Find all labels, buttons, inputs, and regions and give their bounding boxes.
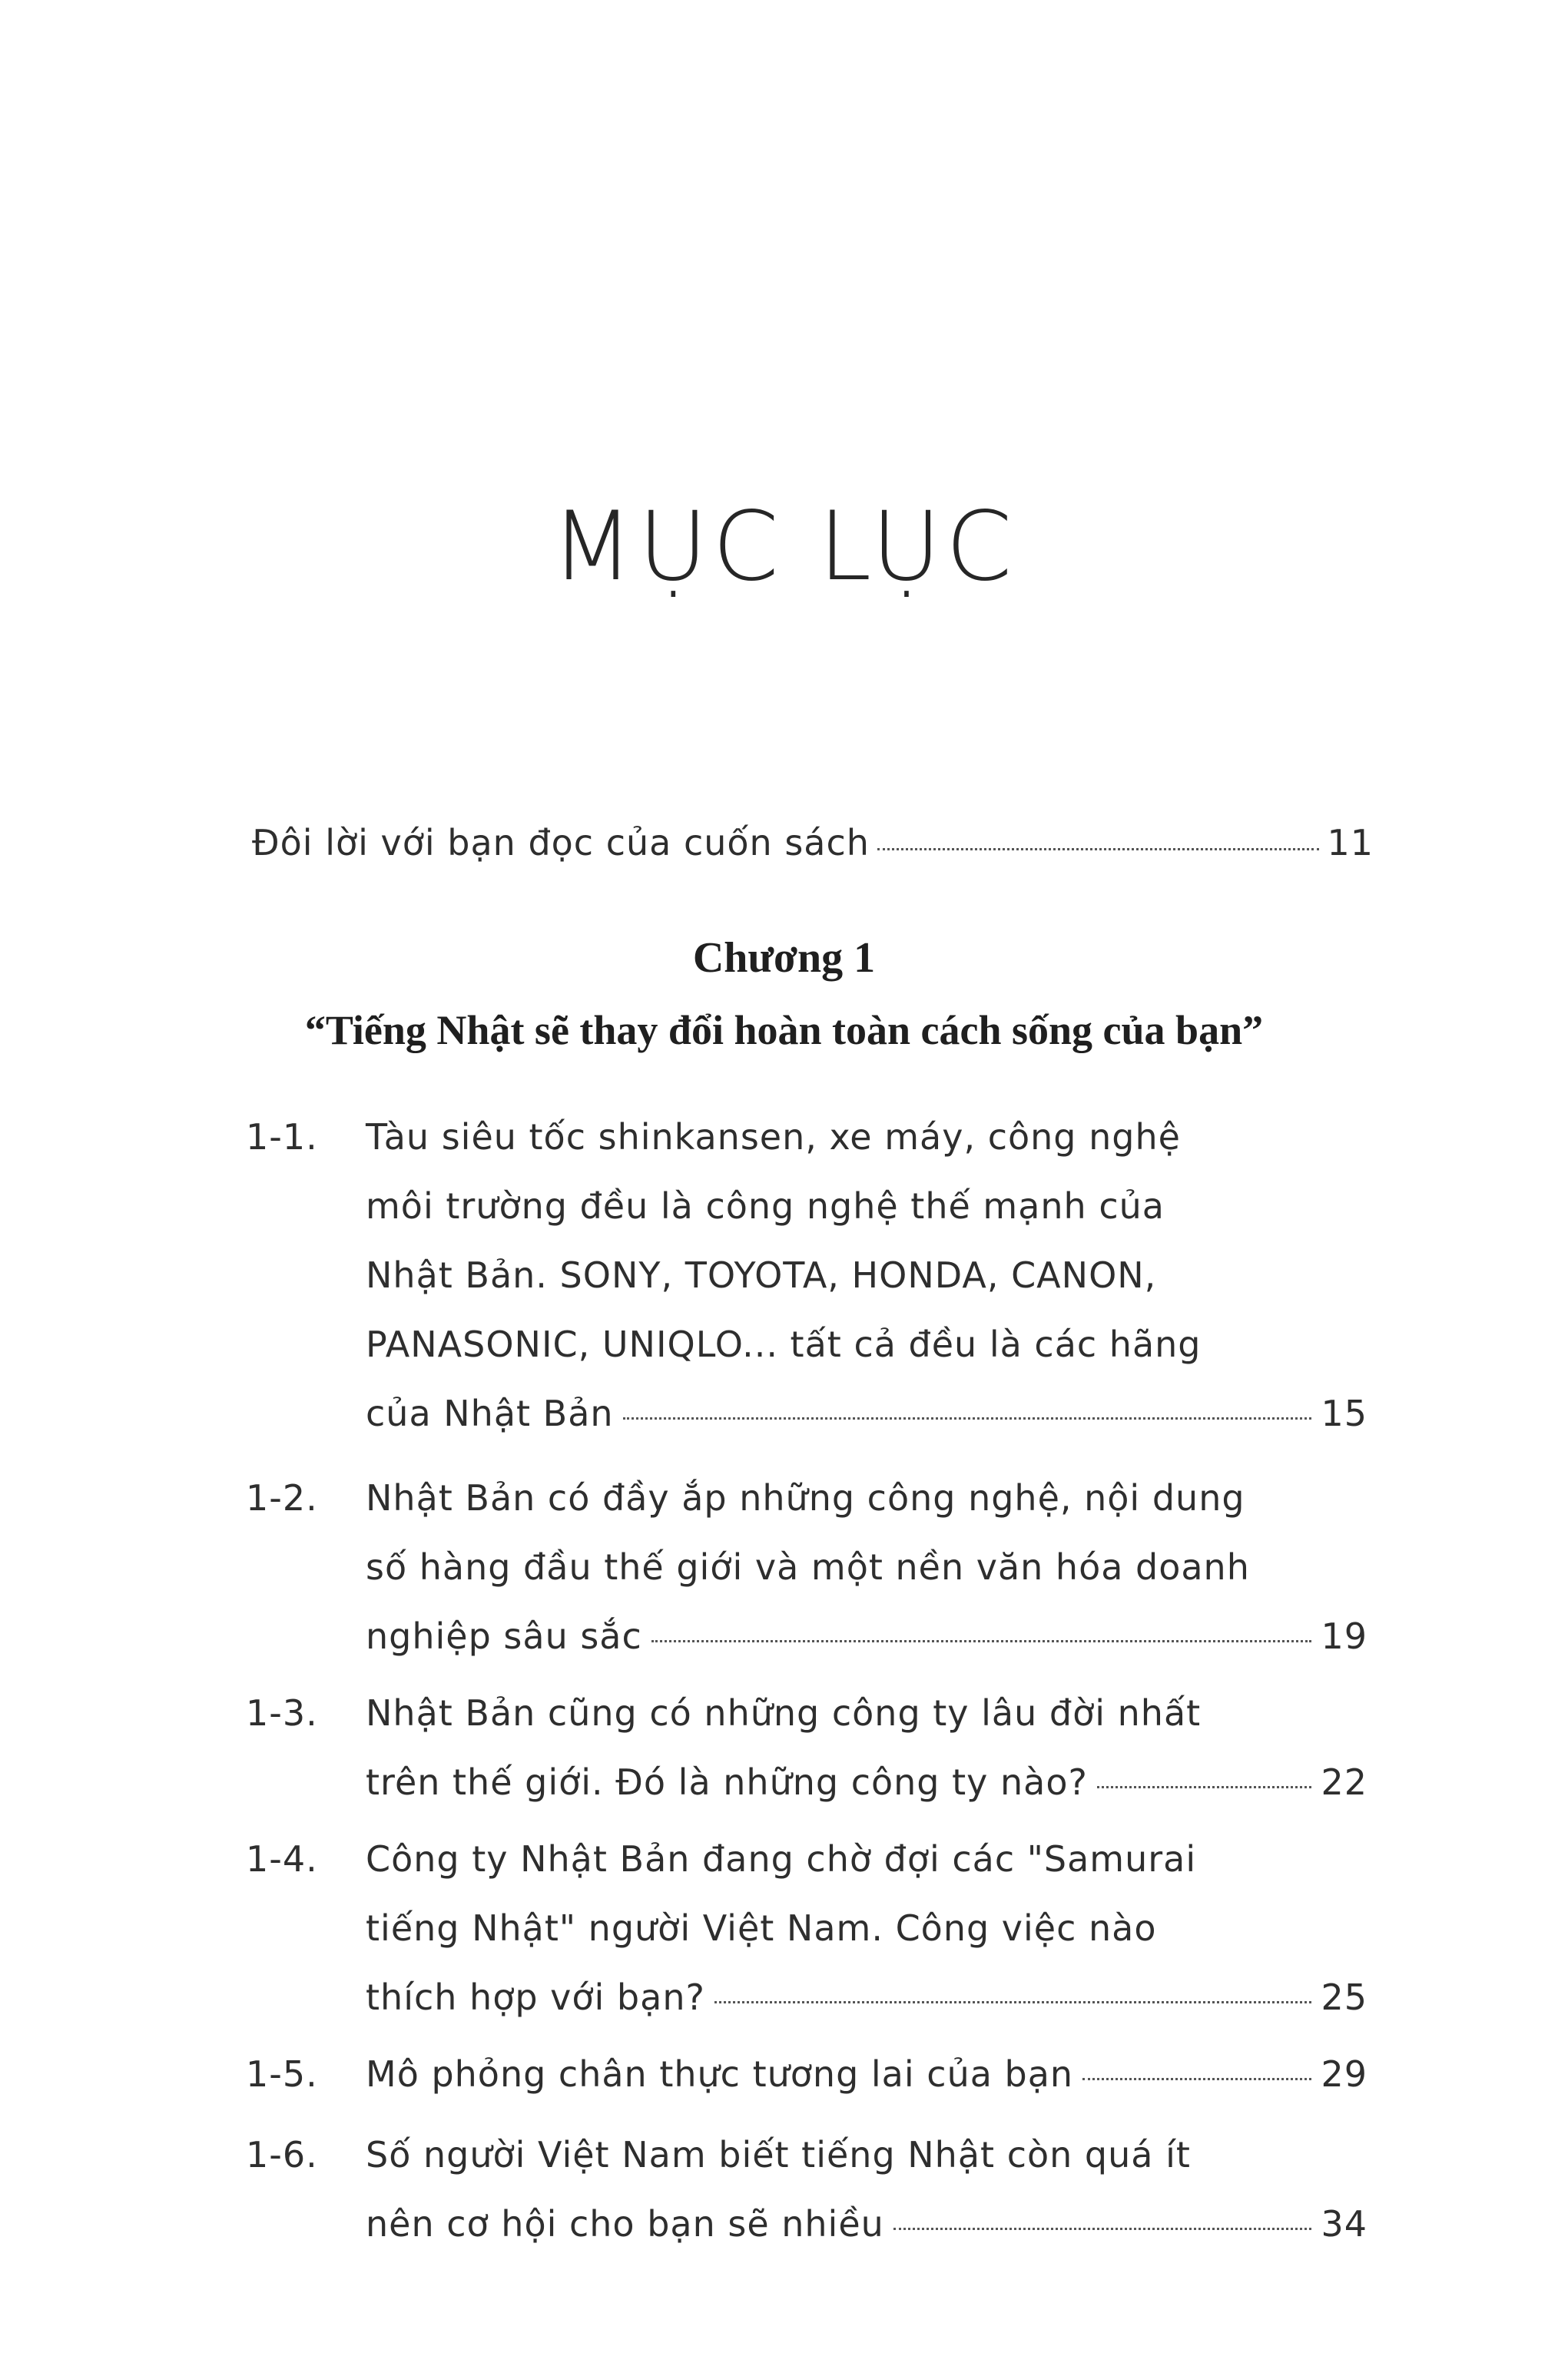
- entry-number: 1-4.: [246, 1838, 318, 1880]
- entry-title: [366, 1824, 1367, 2032]
- page-number: 29: [1321, 2053, 1367, 2095]
- entry-last-line: [366, 1602, 1367, 1671]
- chapter-title: “Tiếng Nhật sẽ thay đổi hoàn toàn cách sống của bạn”: [304, 1007, 1264, 1053]
- entry-line: Số người Việt Nam biết tiếng Nhật còn quá ít: [366, 2134, 1191, 2175]
- entry-line: Nhật Bản. SONY, TOYOTA, HONDA, CANON,: [366, 1254, 1157, 1296]
- entry-last-line: [366, 2189, 1367, 2258]
- toc-entry-intro[interactable]: [252, 822, 1374, 863]
- entry-number: 1-5.: [246, 2053, 318, 2095]
- entry-last-line: [366, 2040, 1367, 2109]
- page-number: 25: [1321, 1977, 1367, 2018]
- entry-line: số hàng đầu thế giới và một nền văn hóa doanh: [366, 1546, 1250, 1588]
- entry-line: trên thế giới. Đó là những công ty nào?: [366, 1761, 1088, 1803]
- entry-title: [366, 1102, 1367, 1448]
- chapter-number: Chương 1: [692, 934, 876, 982]
- page-number: 11: [1327, 822, 1374, 863]
- dot-leader: [877, 848, 1320, 850]
- page-number: 34: [1321, 2203, 1367, 2245]
- entry-line: nên cơ hội cho bạn sẽ nhiều: [366, 2203, 884, 2245]
- entry-line: Công ty Nhật Bản đang chờ đợi các "Samurai: [366, 1838, 1197, 1880]
- page-title: MỤC LỤC: [551, 492, 1017, 602]
- entry-line: Tàu siêu tốc shinkansen, xe máy, công nghệ: [366, 1116, 1181, 1158]
- entry-title: [366, 2040, 1367, 2109]
- entry-number: 1-2.: [246, 1477, 318, 1519]
- entry-number: 1-1.: [246, 1116, 318, 1158]
- toc-entry-text: Đôi lời với bạn đọc của cuốn sách: [252, 822, 870, 863]
- page-number: 22: [1321, 1761, 1367, 1803]
- entry-last-line: [366, 1963, 1367, 2032]
- dot-leader: [1097, 1786, 1312, 1788]
- entry-number: 1-3.: [246, 1692, 318, 1734]
- entry-line: của Nhật Bản: [366, 1393, 614, 1434]
- dot-leader: [1082, 2078, 1311, 2080]
- entry-line: Mô phỏng chân thực tương lai của bạn: [366, 2053, 1074, 2095]
- entry-title: [366, 2120, 1367, 2258]
- dot-leader: [651, 1640, 1312, 1642]
- page-number: 19: [1321, 1615, 1367, 1657]
- page-number: 15: [1321, 1393, 1367, 1434]
- entry-line: nghiệp sâu sắc: [366, 1615, 642, 1657]
- entry-title: [366, 1678, 1367, 1817]
- entry-line: thích hợp với bạn?: [366, 1977, 705, 2018]
- entry-last-line: [366, 1748, 1367, 1817]
- entry-last-line: [366, 1379, 1367, 1448]
- entry-line: tiếng Nhật" người Việt Nam. Công việc nào: [366, 1907, 1157, 1949]
- entry-title: [366, 1463, 1367, 1671]
- entry-line: Nhật Bản có đầy ắp những công nghệ, nội dung: [366, 1477, 1245, 1519]
- entry-line: môi trường đều là công nghệ thế mạnh của: [366, 1185, 1165, 1227]
- entry-number: 1-6.: [246, 2134, 318, 2175]
- dot-leader: [893, 2228, 1312, 2230]
- dot-leader: [623, 1417, 1312, 1420]
- dot-leader: [714, 2001, 1312, 2003]
- entry-line: Nhật Bản cũng có những công ty lâu đời nhất: [366, 1692, 1202, 1734]
- entry-line: PANASONIC, UNIQLO... tất cả đều là các hãng: [366, 1324, 1202, 1365]
